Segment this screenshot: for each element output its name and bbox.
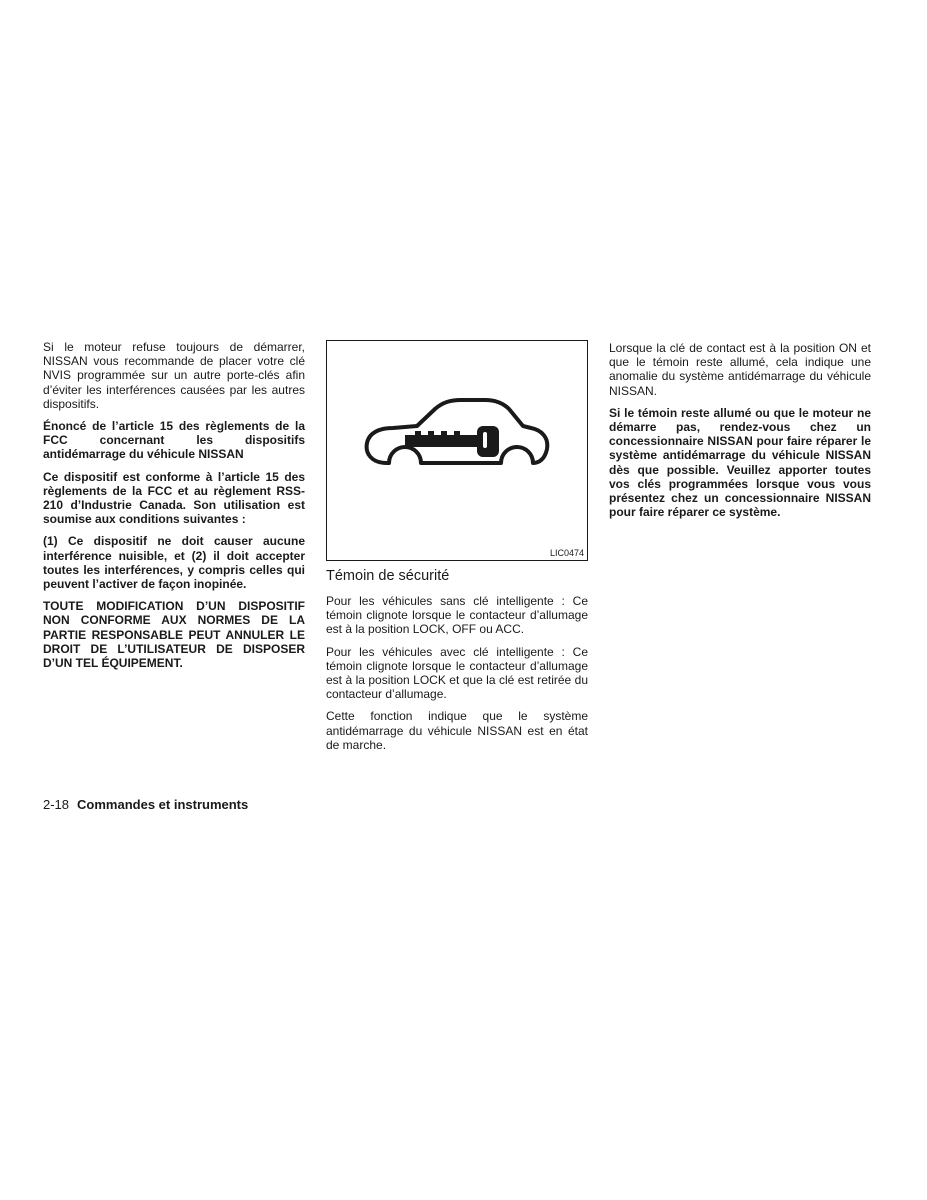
figure-code: LIC0474 (549, 548, 584, 558)
page-footer (43, 797, 248, 813)
paragraph-on-position: Lorsque la clé de contact est à la position ON et que le témoin reste allumé, cela indique une anomalie du système antidémarrage du véhicule NISSAN. (609, 341, 871, 398)
left-column (43, 340, 305, 678)
modification-warning-paragraph: TOUTE MODIFICATION D’UN DISPOSITIF NON CONFORME AUX NORMES DE LA PARTIE RESPONSABLE PEUT ANNULER LE DROIT DE L’UTILISATEUR DE DISPOSER D’UN TEL ÉQUIPEMENT. (43, 599, 305, 671)
paragraph-function-status: Cette fonction indique que le système antidémarrage du véhicule NISSAN est en état de marche. (326, 709, 588, 752)
right-column (609, 341, 871, 527)
paragraph-nvis-advice: Si le moteur refuse toujours de démarrer, NISSAN vous recommande de placer votre clé NVIS programmée sur un autre porte-clés afin d’éviter les interférences causées par les autres dispositifs. (43, 340, 305, 411)
paragraph-with-smart-key: Pour les véhicules avec clé intelligente : Ce témoin clignote lorsque le contacteur d’allumage est à la position LOCK et que la clé est retirée du contacteur d’allumage. (326, 644, 588, 702)
fcc-conditions-paragraph: (1) Ce dispositif ne doit causer aucune interférence nuisible, et (2) il doit accepter toutes les interférences, y compris celles qui peuvent l’activer de façon inopinée. (43, 534, 305, 592)
fcc-compliance-paragraph: Ce dispositif est conforme à l’article 15 des règlements de la FCC et au règlement RSS-210 d’Industrie Canada. Son utilisation est soumise aux conditions suivantes : (43, 469, 305, 527)
page-number: 2-18 (43, 797, 70, 812)
middle-column (326, 340, 588, 760)
car-key-security-indicator-icon (327, 341, 587, 560)
paragraph-without-smart-key: Pour les véhicules sans clé intelligente : Ce témoin clignote lorsque le contacteur d’allumage est à la position LOCK, OFF ou ACC. (326, 594, 588, 637)
section-title: Témoin de sécurité (326, 568, 450, 584)
security-indicator-figure (326, 340, 588, 561)
fcc-statement-heading: Énoncé de l’article 15 des règlements de la FCC concernant les dispositifs antidémarrage du véhicule NISSAN (43, 419, 305, 462)
footer-section-name: Commandes et instruments (77, 797, 249, 812)
paragraph-dealer-advice: Si le témoin reste allumé ou que le moteur ne démarre pas, rendez-vous chez un concessionnaire NISSAN pour faire réparer le système antidémarrage du véhicule NISSAN dès que possible. Veuillez apporter toutes vos clés programmées lorsque vous vous présentez chez un concessionnaire NISSAN pour faire réparer ce système. (609, 405, 871, 520)
